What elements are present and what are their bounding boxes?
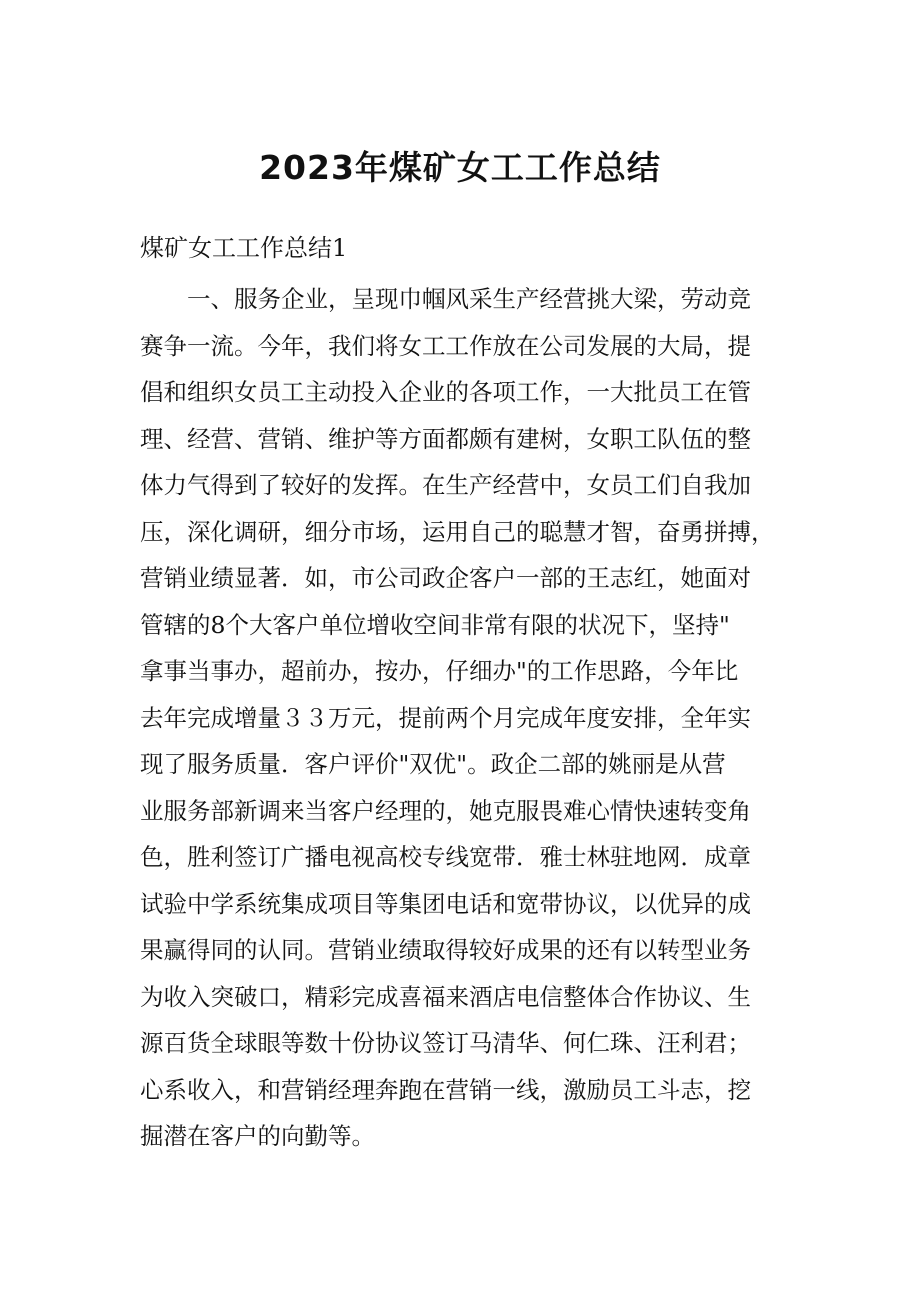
paragraph-line: 源百货全球眼等数十份协议签订马清华、何仁珠、汪利君； xyxy=(140,1029,751,1057)
paragraph-line: 理、经营、营销、维护等方面都颇有建树，女职工队伍的整 xyxy=(140,424,751,453)
paragraph-line: 压，深化调研，细分市场，运用自己的聪慧才智，奋勇拼搏， xyxy=(140,517,775,546)
section-heading: 煤矿女工工作总结1 xyxy=(140,234,348,262)
paragraph-line: 倡和组织女员工主动投入企业的各项工作，一大批员工在管 xyxy=(140,378,751,406)
paragraph-line: 管辖的8个大客户单位增收空间非常有限的状况下，坚持" xyxy=(140,610,730,639)
paragraph-line: 拿事当事办，超前办，按办，仔细办"的工作思路，今年比 xyxy=(140,657,739,685)
paragraph-line: 一、服务企业，呈现巾帼风采生产经营挑大梁，劳动竞 xyxy=(187,285,751,313)
paragraph-line: 业服务部新调来当客户经理的，她克服畏难心情快速转变角 xyxy=(140,796,751,825)
paragraph-line: 果赢得同的认同。营销业绩取得较好成果的还有以转型业务 xyxy=(140,936,751,964)
paragraph-line: 现了服务质量．客户评价"双优"。政企二部的姚丽是从营 xyxy=(140,750,726,778)
paragraph-line: 色，胜利签订广播电视高校专线宽带．雅士林驻地网．成章 xyxy=(140,843,751,871)
body-paragraph xyxy=(140,276,785,1160)
paragraph-line: 试验中学系统集成项目等集团电话和宽带协议，以优异的成 xyxy=(140,889,751,918)
paragraph-line: 掘潜在客户的向勤等。 xyxy=(140,1122,375,1150)
paragraph-line: 去年完成增量３３万元，提前两个月完成年度安排，全年实 xyxy=(140,703,751,732)
paragraph-line: 为收入突破口，精彩完成喜福来酒店电信整体合作协议、生 xyxy=(140,982,751,1011)
paragraph-line: 体力气得到了较好的发挥。在生产经营中，女员工们自我加 xyxy=(140,471,751,499)
paragraph-line: 营销业绩显著．如，市公司政企客户一部的王志红，她面对 xyxy=(140,564,751,592)
document-title: 2023年煤矿女工工作总结 xyxy=(259,148,661,187)
paragraph-line: 赛争一流。今年，我们将女工工作放在公司发展的大局，提 xyxy=(140,331,751,360)
paragraph-line: 心系收入，和营销经理奔跑在营销一线，激励员工斗志，挖 xyxy=(140,1075,751,1104)
